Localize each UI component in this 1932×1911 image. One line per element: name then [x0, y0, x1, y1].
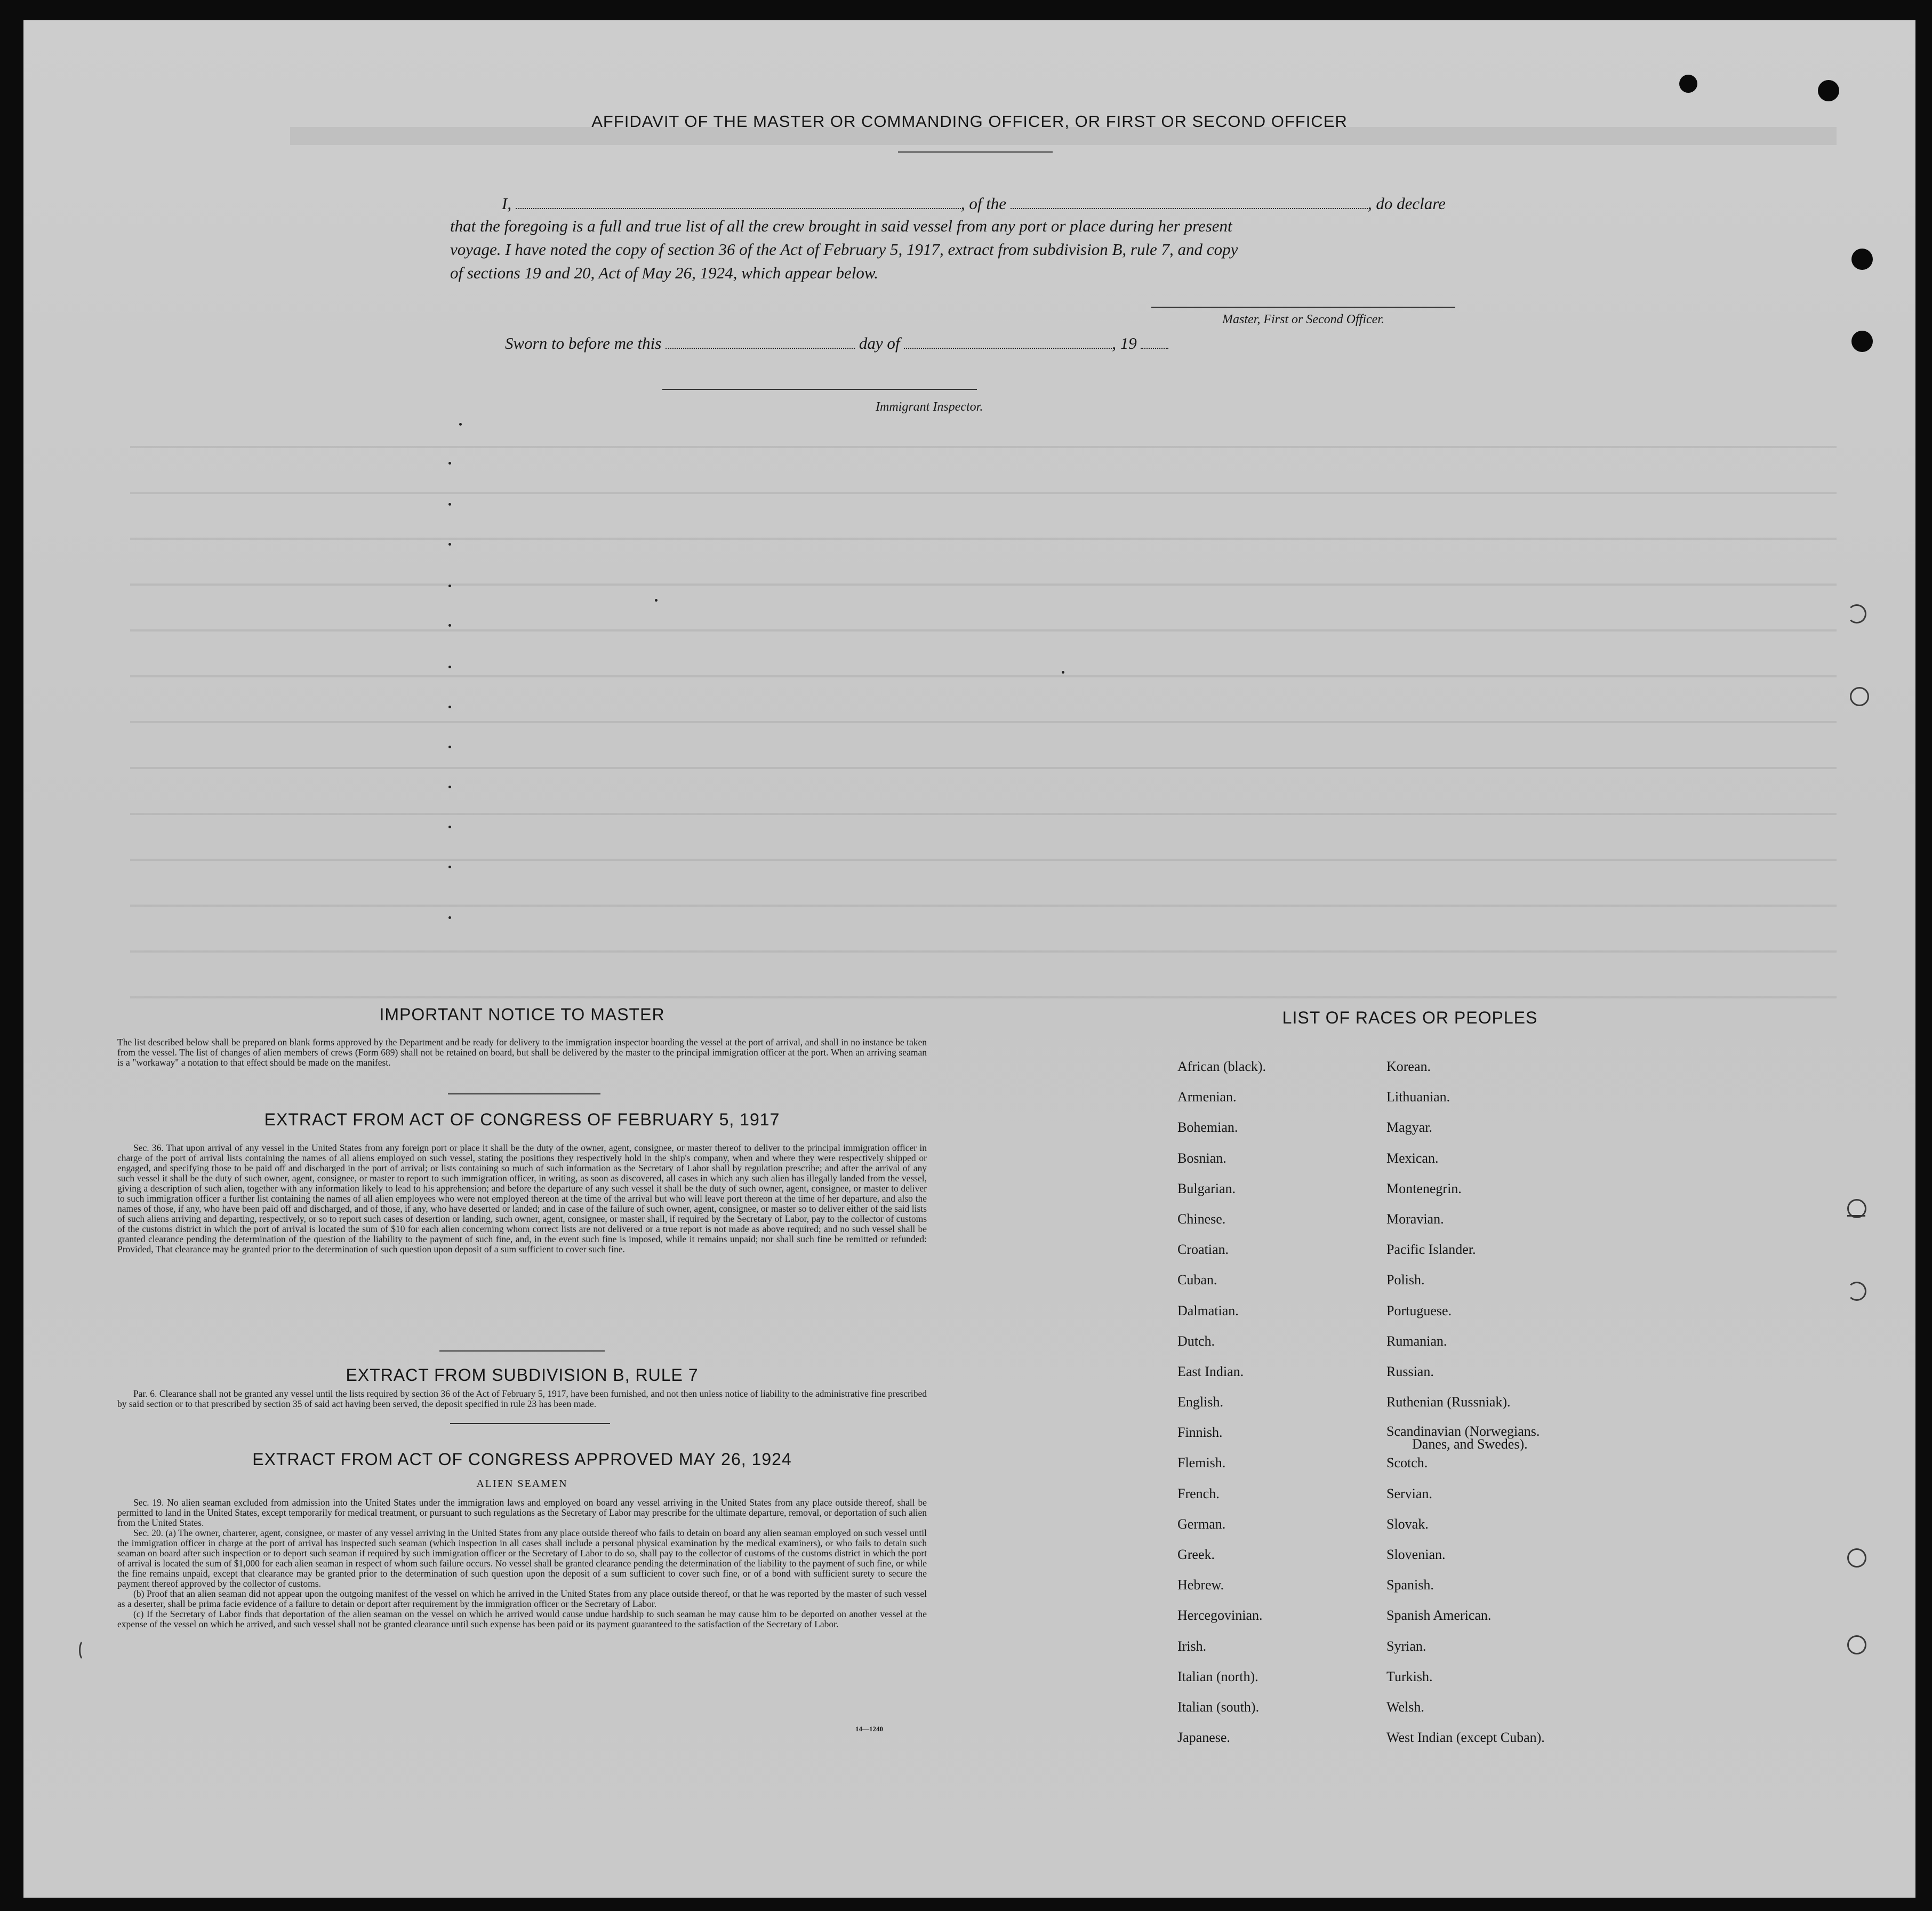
stray-mark	[448, 462, 451, 465]
stray-mark	[448, 585, 451, 587]
extract-rule7-title: EXTRACT FROM SUBDIVISION B, RULE 7	[346, 1365, 699, 1385]
race-item: Servian.	[1386, 1485, 1432, 1501]
section-divider	[450, 1423, 610, 1424]
extract-rule7-text	[117, 1389, 927, 1409]
punch-hole-icon	[1850, 687, 1869, 706]
race-item: Spanish American.	[1386, 1608, 1492, 1624]
race-item: Flemish.	[1177, 1455, 1226, 1471]
race-item: Chinese.	[1177, 1211, 1226, 1227]
race-item	[1386, 1425, 1545, 1456]
sworn-line	[505, 334, 1168, 353]
race-item: Rumanian.	[1386, 1333, 1447, 1349]
race-item: East Indian.	[1177, 1363, 1244, 1379]
race-item: Cuban.	[1177, 1272, 1217, 1288]
notice-title: IMPORTANT NOTICE TO MASTER	[379, 1005, 665, 1024]
stray-mark	[448, 624, 451, 627]
master-signature-label: Master, First or Second Officer.	[1222, 313, 1384, 326]
punch-hole-icon	[1847, 1548, 1866, 1568]
race-item: French.	[1177, 1485, 1220, 1501]
stray-mark	[448, 826, 451, 828]
race-item: Ruthenian (Russniak).	[1386, 1394, 1511, 1410]
races-right-column	[1386, 1059, 1545, 1761]
declarant-name-field[interactable]	[516, 206, 961, 209]
race-item: Welsh.	[1386, 1699, 1424, 1715]
race-item: Spanish.	[1386, 1577, 1434, 1593]
sworn-day-field[interactable]	[666, 346, 855, 349]
stray-mark	[448, 746, 451, 748]
race-item: Dalmatian.	[1177, 1302, 1239, 1318]
race-item: African (black).	[1177, 1059, 1266, 1074]
stray-mark	[448, 916, 451, 919]
stray-mark	[1062, 671, 1064, 674]
sworn-month-field[interactable]	[904, 346, 1112, 349]
race-item: Japanese.	[1177, 1730, 1230, 1746]
race-item: Mexican.	[1386, 1150, 1439, 1166]
race-item: Moravian.	[1386, 1211, 1444, 1227]
bleed-through-texture	[130, 415, 1837, 1002]
declarant-prefix: I,	[502, 194, 512, 213]
race-item: Bohemian.	[1177, 1120, 1238, 1136]
vessel-name-field[interactable]	[1011, 206, 1368, 209]
document-page	[23, 20, 1915, 1898]
races-left-column	[1177, 1059, 1266, 1761]
sec20b-paragraph: (b) Proof that an alien seaman did not appear upon the outgoing manifest of the vessel on which he arrived in the United States from any place outside thereof, or that he was reported by the master of such vessel as a deserter, shall be prima facie evidence of a failure to detain or deport after requirement by the immigration officer or the Secretary of Labor.	[117, 1588, 927, 1609]
declarant-line	[502, 194, 1446, 213]
race-item-line: Scandinavian (Norwegians.	[1386, 1424, 1540, 1440]
punch-hole-icon	[1847, 604, 1866, 623]
race-item: Portuguese.	[1386, 1302, 1452, 1318]
race-item: Lithuanian.	[1386, 1089, 1450, 1105]
race-item: Dutch.	[1177, 1333, 1215, 1349]
race-item: English.	[1177, 1394, 1223, 1410]
sec19-paragraph: Sec. 19. No alien seaman excluded from admission into the United States under the immigration laws and employed on board any vessel arriving in the United States from any place outside thereof, shall be permitted to land in the United States, except temporarily for medical treatment, or pursuant to such regulations as the Secretary of Labor may prescribe for the ultimate departure, removal, or deportation of such alien from the United States.	[117, 1497, 927, 1528]
sworn-year-label: , 19	[1112, 334, 1137, 353]
sec20c-paragraph: (c) If the Secretary of Labor finds that deportation of the alien seaman on the vessel on which he arrived would cause undue hardship to such seaman he may cause him to be deported on another vessel at the expense of the vessel on which he arrived, and such vessel shall not be granted clearance until such expense has been paid or its payment guaranteed to the satisfaction of the Secretary of Labor.	[117, 1609, 927, 1629]
form-number: 14—1240	[855, 1725, 883, 1733]
races-title: LIST OF RACES OR PEOPLES	[1282, 1008, 1538, 1027]
stray-mark	[448, 866, 451, 868]
race-item: Hebrew.	[1177, 1577, 1224, 1593]
extract-1924-text	[117, 1498, 927, 1629]
stray-mark	[448, 786, 451, 788]
race-item: Irish.	[1177, 1638, 1207, 1654]
race-item: Montenegrin.	[1386, 1180, 1462, 1196]
sec36-paragraph: Sec. 36. That upon arrival of any vessel in the United States from any foreign port or place it shall be the duty of the owner, agent, consignee, or master thereof to deliver to the principal immigration officer in charge of the port of arrival lists containing the names of all aliens employed on such vessel, stating the positions they respectively hold in the ship's company, when and where they were respectively shipped or engaged, and specifying those to be paid off and discharged in the port of arrival; or lists containing so much of such information as the Secretary of Labor shall by regulation prescribe; and after the arrival of any such vessel it shall be the duty of such owner, agent, consignee, or master to report to such immigration officer, in writing, as soon as discovered, all cases in which any such alien has illegally landed from the vessel, giving a description of such alien, together with any information likely to lead to his apprehension; and before the departure of any such vessel it shall be the duty of such owner, agent, consignee, or master to deliver to such immigration officer a further list containing the names of all alien employees who were not employed thereon at the time of the arrival but who will leave port thereon at the time of her departure, and also the names of those, if any, who have been paid off and discharged, and of those, if any, who have deserted or landed; and in case of the failure of such owner, agent, consignee, or master so to deliver either of the said lists of such aliens arriving and departing, respectively, or so to report such cases of desertion or landing, such owner, agent, consignee, or master shall, if required by the Secretary of Labor, pay to the collector of customs of the customs district in which the port of arrival is located the sum of $10 for each alien concerning whom correct lists are not delivered or a true report is not made as above required; and no such vessel shall be granted clearance pending the determination of the question of the liability to the payment of such fine, and, in the event such fine is imposed, while it remains unpaid; nor shall such fine be remitted or refunded: Provided, That clearance may be granted prior to the determination of such question upon deposit of a sum sufficient to cover such fine.	[117, 1142, 927, 1254]
stray-mark	[655, 599, 658, 602]
punch-hole-icon	[79, 1640, 90, 1661]
race-item: Slovak.	[1386, 1516, 1429, 1532]
declare-suffix: , do declare	[1367, 194, 1446, 213]
race-item: Finnish.	[1177, 1425, 1223, 1441]
affidavit-text-line: voyage. I have noted the copy of section 36 of the Act of February 5, 1917, extract from subdivision B, rule 7, and copy	[450, 240, 1238, 259]
race-item: Greek.	[1177, 1547, 1215, 1562]
race-item: Turkish.	[1386, 1668, 1433, 1684]
notice-text	[117, 1037, 927, 1068]
sworn-prefix: Sworn to before me this	[505, 334, 662, 353]
punch-hole-icon	[1847, 1635, 1866, 1654]
race-item-line: Danes, and Swedes).	[1412, 1436, 1528, 1452]
extract-1924-title: EXTRACT FROM ACT OF CONGRESS APPROVED MAY 26, 1924	[252, 1450, 792, 1469]
section-divider	[439, 1350, 605, 1352]
race-item: Scotch.	[1386, 1455, 1428, 1471]
race-item: German.	[1177, 1516, 1226, 1532]
race-item: Russian.	[1386, 1363, 1434, 1379]
race-item: West Indian (except Cuban).	[1386, 1730, 1545, 1746]
punch-hole-icon	[1847, 1282, 1866, 1301]
section-divider	[448, 1093, 600, 1094]
race-item: Italian (north).	[1177, 1668, 1258, 1684]
vessel-prefix: , of the	[960, 194, 1007, 213]
inspector-signature-line[interactable]	[662, 389, 977, 390]
race-item: Hercegovinian.	[1177, 1608, 1263, 1624]
sworn-day-label: day of	[859, 334, 900, 353]
punch-hole-icon	[1847, 1215, 1865, 1217]
notice-paragraph: The list described below shall be prepared on blank forms approved by the Department and be ready for delivery to the immigration inspector boarding the vessel at the port of arrival, and shall in no instance be taken from the vessel. The list of changes of alien members of crews (Form 689) shall not be retained on board, but shall be delivered by the master to the principal immigration officer at the port. When an arriving seaman is a "workaway" a notation to that effect should be made on the manifest.	[117, 1037, 927, 1068]
race-item: Armenian.	[1177, 1089, 1237, 1105]
alien-seamen-subtitle: ALIEN SEAMEN	[476, 1478, 568, 1490]
race-item: Italian (south).	[1177, 1699, 1260, 1715]
race-item: Pacific Islander.	[1386, 1242, 1476, 1258]
affidavit-title: AFFIDAVIT OF THE MASTER OR COMMANDING OFFICER, OR FIRST OR SECOND OFFICER	[591, 112, 1348, 131]
master-signature-line[interactable]	[1151, 307, 1455, 308]
punch-hole-icon	[1818, 80, 1839, 101]
par6-paragraph: Par. 6. Clearance shall not be granted any vessel until the lists required by section 36 of the Act of February 5, 1917, have been furnished, and not then unless notice of liability to the administrative fine prescribed by said section or to that prescribed by section 35 of said act having been served, the deposit specified in rule 23 has been made.	[117, 1388, 927, 1409]
affidavit-text-line: of sections 19 and 20, Act of May 26, 1924, which appear below.	[450, 263, 879, 282]
inspector-signature-label: Immigrant Inspector.	[876, 400, 983, 414]
punch-hole-icon	[1679, 75, 1697, 93]
stray-mark	[459, 423, 462, 426]
race-item: Slovenian.	[1386, 1547, 1446, 1562]
race-item: Magyar.	[1386, 1120, 1432, 1136]
stray-mark	[448, 706, 451, 708]
affidavit-text-line: that the foregoing is a full and true list of all the crew brought in said vessel from any port or place during her present	[450, 217, 1232, 235]
extract-1917-text	[117, 1143, 927, 1254]
title-underline	[898, 151, 1053, 153]
extract-1917-title: EXTRACT FROM ACT OF CONGRESS OF FEBRUARY 5, 1917	[264, 1110, 780, 1129]
stray-mark	[448, 666, 451, 668]
stray-mark	[448, 543, 451, 546]
sec20a-paragraph: Sec. 20. (a) The owner, charterer, agent, consignee, or master of any vessel arriving in the United States from any place outside thereof who fails to detain on board any alien seaman employed on such vessel until the immigration officer in charge at the port of arrival has inspected such seaman (which inspection in all cases shall include a personal physical examination by the medical examiners), or who fails to detain such seaman on board after such inspection or to deport such seaman if required by such immigration officer or the Secretary of Labor to do so, shall pay to the collector of customs of the customs district in which the port of arrival is located the sum of $1,000 for each alien seaman in respect of whom such failure occurs. No vessel shall be granted clearance pending the determination of the liability to the payment of such fine, or while the fine remains unpaid, except that clearance may be granted prior to the determination of such question upon the deposit of a sum sufficient to cover such fine, or of a bond with sufficient surety to secure the payment thereof approved by the collector of customs.	[117, 1528, 927, 1589]
race-item: Syrian.	[1386, 1638, 1426, 1654]
race-item: Polish.	[1386, 1272, 1425, 1288]
stray-mark	[448, 503, 451, 506]
race-item: Korean.	[1386, 1059, 1431, 1074]
race-item: Bulgarian.	[1177, 1180, 1236, 1196]
punch-hole-icon	[1851, 249, 1873, 270]
race-item: Croatian.	[1177, 1242, 1229, 1258]
race-item: Bosnian.	[1177, 1150, 1226, 1166]
sworn-year-field[interactable]	[1141, 346, 1168, 349]
punch-hole-icon	[1851, 331, 1873, 352]
